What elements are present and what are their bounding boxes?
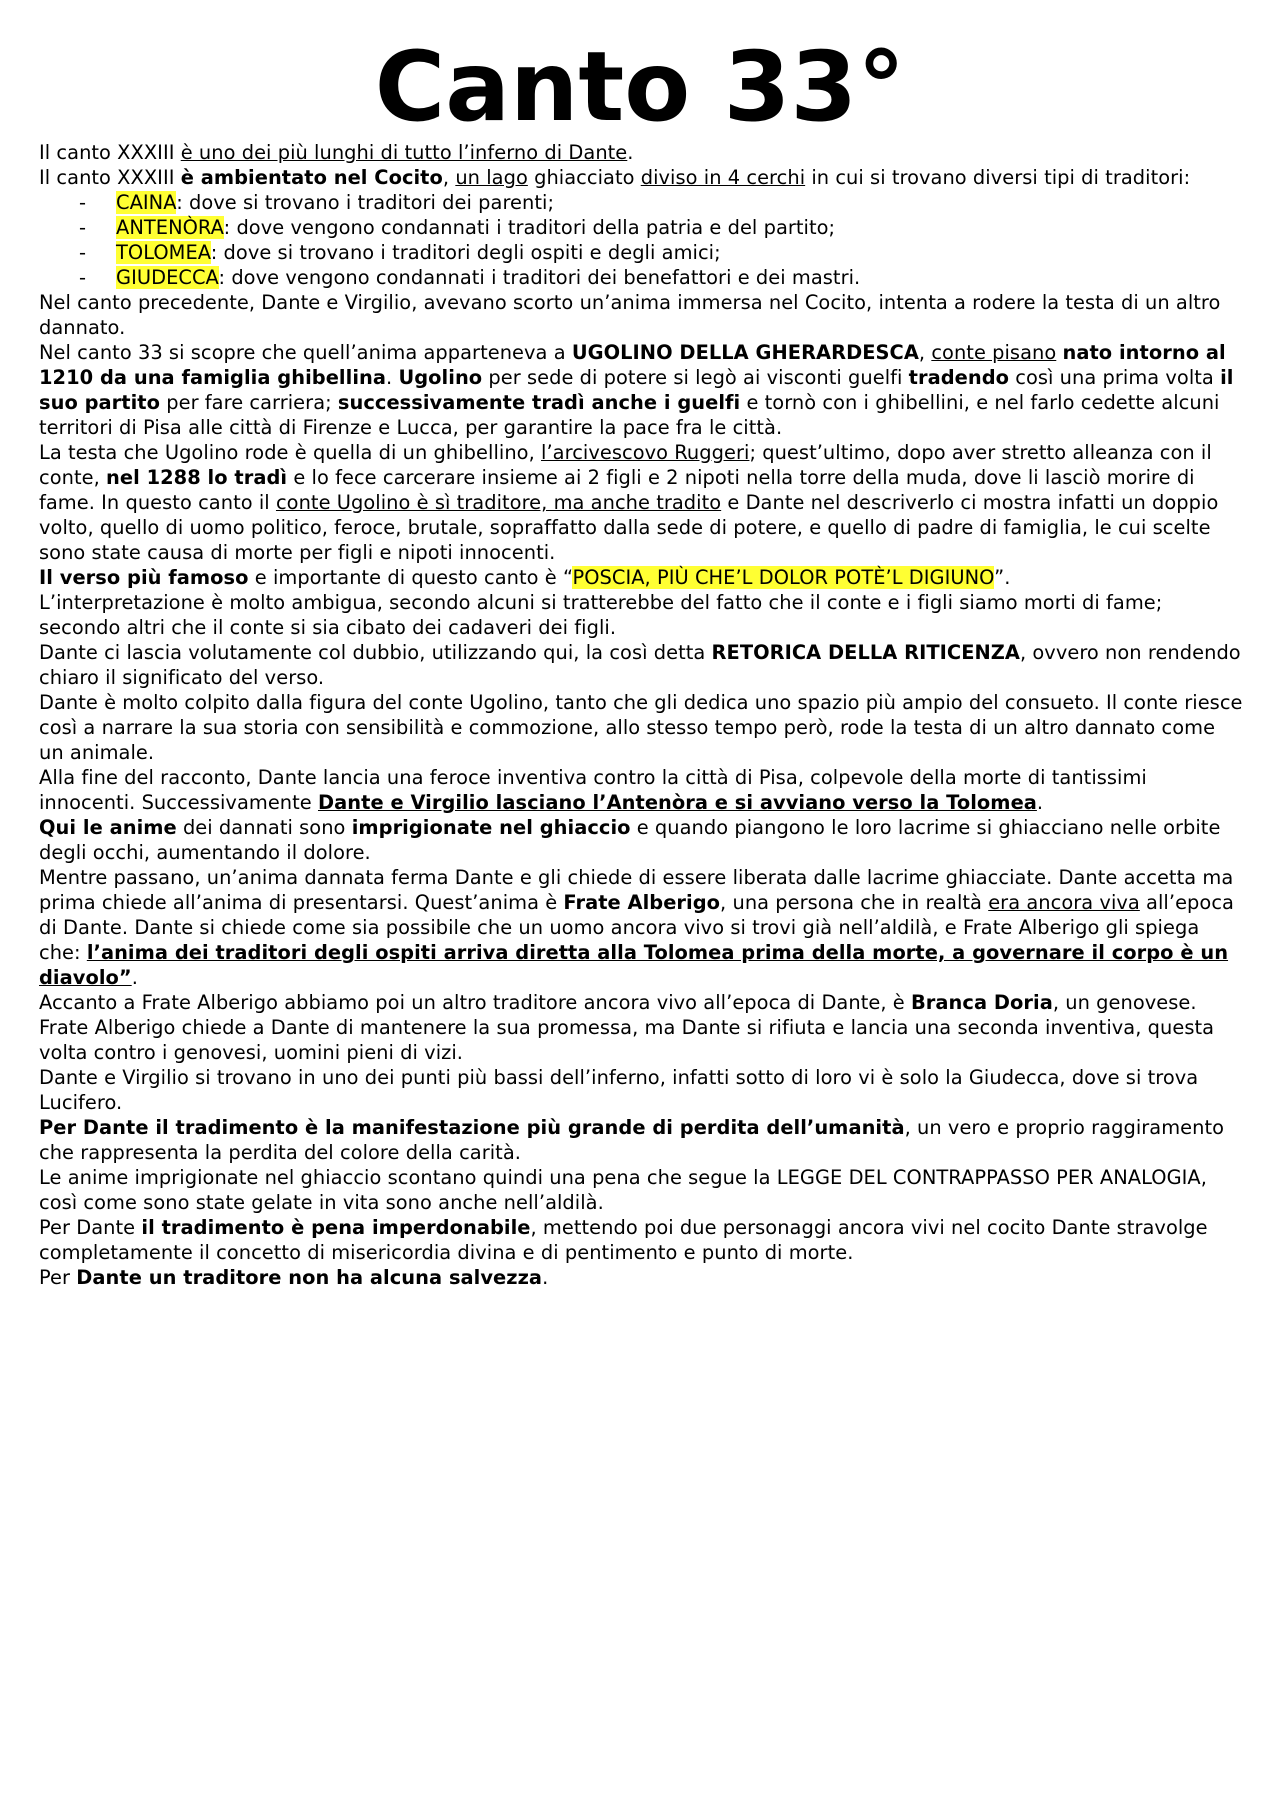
text-run: . (1036, 791, 1044, 814)
text-run: per fare carriera; (160, 391, 338, 414)
paragraph-ruggeri (39, 440, 1243, 565)
paragraph-invective-pisa (39, 765, 1243, 815)
text-run: : dove vengono condannati i traditori della patria e del partito; (223, 216, 836, 239)
paragraph-branca-doria (39, 990, 1243, 1015)
paragraph-intro (39, 140, 1243, 165)
highlighted-text: CAINA (116, 191, 177, 214)
bold-underlined-text: l’anima dei traditori degli ospiti arriva diretta alla Tolomea prima della morte, a governare il corpo è un diavolo” (39, 941, 1229, 989)
circles-list (39, 190, 1243, 290)
text-run: , ovvero non rendendo chiaro il significato del verso. (39, 641, 1241, 689)
text-run: Nel canto 33 si scopre che quell’anima apparteneva a (39, 341, 572, 364)
bold-text: il suo partito (39, 366, 1234, 414)
text-run: e importante di questo canto è “ (248, 566, 573, 589)
text-run: Dante ci lascia volutamente col dubbio, utilizzando qui, la così detta (39, 641, 712, 664)
text-run: e tornò con i ghibellini, e nel farlo cedette alcuni territori di Pisa alle città di Firenze e Lucca, per garantire la pace fra le città. (39, 391, 1220, 439)
bold-text: successivamente tradì anche i guelfi (337, 391, 741, 414)
bold-text: il tradimento è pena imperdonabile (141, 1216, 531, 1239)
text-run: e Dante nel descriverlo ci mostra infatti un doppio volto, quello di uomo politico, feroce, brutale, sopraffatto dalla sede di potere, e quello di padre di famiglia, le cui scelte sono state causa di morte per figli e nipoti innocenti. (39, 491, 1219, 564)
text-run: . (542, 1266, 549, 1289)
text-run: Accanto a Frate Alberigo abbiamo poi un altro traditore ancora vivo all’epoca di Dante, è (39, 991, 911, 1014)
text-run: La testa che Ugolino rode è quella di un ghibellino, (39, 441, 542, 464)
text-run: per sede di potere si legò ai visconti guelfi (482, 366, 909, 389)
text-run: così una prima volta (1009, 366, 1221, 389)
text-run: , (918, 341, 932, 364)
text-run: . (627, 141, 634, 164)
paragraph-no-salvation (39, 1265, 1243, 1290)
bold-text: RETORICA DELLA RITICENZA (711, 641, 1020, 664)
underlined-text: diviso in 4 cerchi (640, 166, 806, 189)
text-run: , una persona che in realtà (720, 891, 989, 914)
underlined-text: è uno dei più lunghi di tutto l’inferno di Dante (180, 141, 628, 164)
paragraph-frate-alberigo (39, 865, 1243, 990)
paragraph-souls-ice (39, 815, 1243, 865)
highlighted-text: GIUDECCA (116, 266, 219, 289)
bold-underlined-text: Dante e Virgilio lasciano l’Antenòra e si avviano verso la Tolomea (317, 791, 1037, 814)
underlined-text: conte pisano (931, 341, 1057, 364)
list-dash: - (79, 191, 87, 214)
bold-text: nato intorno al 1210 da una famiglia ghibellina (39, 341, 1226, 389)
list-item-giudecca (39, 265, 1243, 290)
bold-text: Qui le anime (39, 816, 177, 839)
highlighted-text: TOLOMEA (116, 241, 211, 264)
underlined-text: l’arcivescovo Ruggeri (541, 441, 750, 464)
list-item-caina (39, 190, 1243, 215)
document-body (39, 140, 1243, 1290)
text-run: , mettendo poi due personaggi ancora vivi nel cocito Dante stravolge completamente il concetto di misericordia divina e di pentimento e punto di morte. (39, 1216, 1208, 1264)
text-run: Mentre passano, un’anima dannata ferma Dante e gli chiede di essere liberata dalle lacrime ghiacciate. Dante accetta ma prima chiede all’anima di presentarsi. Quest’anima è (39, 866, 1234, 914)
bold-text: è ambientato nel Cocito (180, 166, 443, 189)
bold-text: nel 1288 lo tradì (106, 466, 288, 489)
paragraph-unforgivable (39, 1215, 1243, 1265)
text-run: Per Dante (39, 1216, 142, 1239)
bold-text: Frate Alberigo (563, 891, 721, 914)
list-dash: - (79, 266, 87, 289)
text-run: e lo fece carcerare insieme ai 2 figli e 2 nipoti nella torre della muda, dove li lasciò morire di fame. In questo canto il (39, 466, 1195, 514)
text-run: . (131, 966, 138, 989)
text-run: : dove si trovano i traditori dei parenti; (176, 191, 555, 214)
bold-text: Ugolino (398, 366, 483, 389)
paragraph-giudecca: Dante e Virgilio si trovano in uno dei punti più bassi dell’inferno, infatti sotto di loro vi è solo la Giudecca, dove si trova Lucifero. (39, 1066, 1199, 1114)
list-item-tolomea (39, 240, 1243, 265)
bold-text: Branca Doria (910, 991, 1053, 1014)
text-run: ; quest’ultimo, dopo aver stretto alleanza con il conte, (39, 441, 1212, 489)
paragraph-famous-verse (39, 565, 1243, 590)
list-item-antenora (39, 215, 1243, 240)
bold-text: Il verso più famoso (39, 566, 249, 589)
paragraph-promise: Frate Alberigo chiede a Dante di mantenere la sua promessa, ma Dante si rifiuta e lancia una seconda inventiva, questa volta contro i genovesi, uomini pieni di vizi. (39, 1016, 1215, 1064)
text-run: ghiacciato (527, 166, 641, 189)
text-run: Per (39, 1266, 77, 1289)
text-run: Alla fine del racconto, Dante lancia una feroce inventiva contro la città di Pisa, colpevole della morte di tantissimi innocenti. Successivamente (39, 766, 1147, 814)
bold-text: imprigionate nel ghiaccio (351, 816, 631, 839)
bold-text: tradendo (908, 366, 1010, 389)
bold-text: Dante un traditore non ha alcuna salvezza (76, 1266, 543, 1289)
list-dash: - (79, 216, 87, 239)
highlighted-text: POSCIA, PIÙ CHE’L DOLOR POTÈ’L DIGIUNO (572, 566, 995, 589)
text-run: : dove vengono condannati i traditori dei benefattori e dei mastri. (218, 266, 861, 289)
list-dash: - (79, 241, 87, 264)
underlined-text: un lago (455, 166, 528, 189)
paragraph-previous-canto: Nel canto precedente, Dante e Virgilio, avevano scorto un’anima immersa nel Cocito, intenta a rodere la testa di un altro dannato. (39, 291, 1221, 339)
bold-text: UGOLINO DELLA GHERARDESCA (571, 341, 919, 364)
text-run: dei dannati sono (176, 816, 352, 839)
text-run: ”. (994, 566, 1011, 589)
page-title: Canto 33° (374, 31, 906, 143)
text-run: , un vero e proprio raggiramento che rappresenta la perdita del colore della carità. (39, 1116, 1225, 1164)
text-run: : dove si trovano i traditori degli ospiti e degli amici; (210, 241, 721, 264)
text-run: . (386, 366, 399, 389)
paragraph-interpretation: L’interpretazione è molto ambigua, secondo alcuni si tratterebbe del fatto che il conte e i figli siamo morti di fame; secondo altri che il conte si sia cibato dei cadaveri dei figli. (39, 591, 1163, 639)
text-run: e quando piangono le loro lacrime si ghiacciano nelle orbite degli occhi, aumentando il dolore. (39, 816, 1221, 864)
paragraph-cocito (39, 165, 1243, 190)
text-run: all’epoca di Dante. Dante si chiede come sia possibile che un uomo ancora vivo si trovi già nell’aldilà, e Frate Alberigo gli spiega che: (39, 891, 1234, 964)
text-run: , un genovese. (1052, 991, 1197, 1014)
paragraph-contrappasso: Le anime imprigionate nel ghiaccio scontano quindi una pena che segue la LEGGE DEL CONTRAPPASSO PER ANALOGIA, così come sono state gelate in vita sono anche nell’aldilà. (39, 1166, 1207, 1214)
bold-text: Per Dante il tradimento è la manifestazione più grande di perdita dell’umanità (39, 1116, 905, 1139)
text-run: , (442, 166, 456, 189)
text-run: Il canto XXXIII (39, 141, 181, 164)
underlined-text: era ancora viva (988, 891, 1140, 914)
paragraph-dante-struck: Dante è molto colpito dalla figura del conte Ugolino, tanto che gli dedica uno spazio più ampio del consueto. Il conte riesce così a narrare la sua storia con sensibilità e commozione, allo stesso tempo però, rode la testa di un altro dannato come un animale. (39, 691, 1243, 764)
highlighted-text: ANTENÒRA (116, 216, 224, 239)
paragraph-ugolino (39, 340, 1243, 440)
paragraph-betrayal (39, 1115, 1243, 1165)
underlined-text: conte Ugolino è sì traditore, ma anche tradito (275, 491, 722, 514)
paragraph-reticence (39, 640, 1243, 690)
text-run: in cui si trovano diversi tipi di traditori: (805, 166, 1191, 189)
text-run: Il canto XXXIII (39, 166, 181, 189)
